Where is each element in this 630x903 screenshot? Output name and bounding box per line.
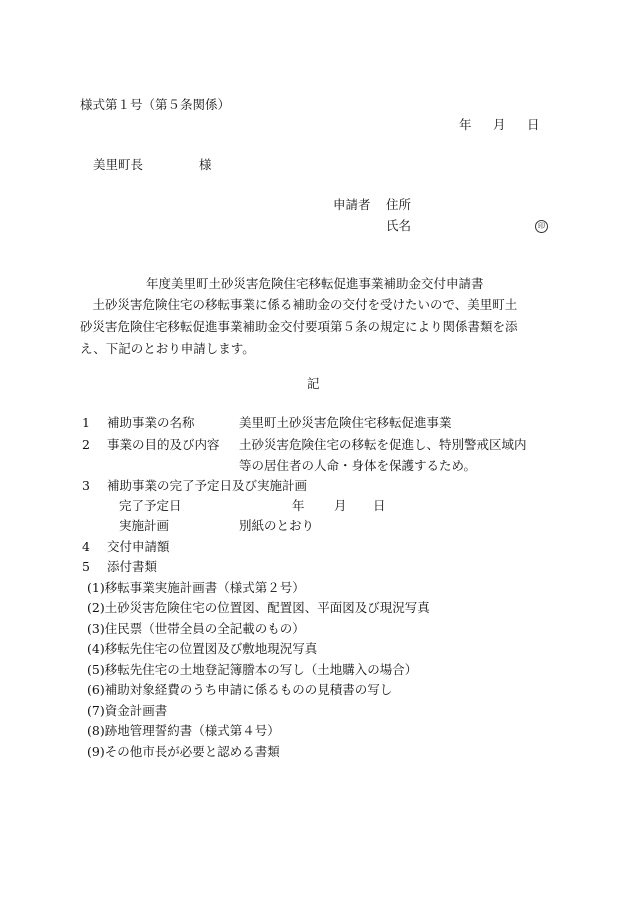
item-number: 2 [82, 437, 90, 452]
item-number: 1 [82, 415, 90, 430]
body-paragraph [80, 294, 552, 360]
item-number: 5 [82, 559, 90, 574]
item-label: 補助事業の完了予定日及び実施計画 [107, 478, 308, 493]
item-label: 交付申請額 [107, 539, 170, 554]
item-value: 美里町土砂災害危険住宅移転促進事業 [239, 415, 452, 430]
attachment-item: (4)移転先住宅の位置図及び敷地現況写真 [87, 641, 318, 656]
body-line: 土砂災害危険住宅の移転事業に係る補助金の交付を受けたいので、美里町土 [80, 297, 518, 312]
completion-day: 日 [373, 498, 386, 513]
date-day: 日 [527, 117, 540, 132]
item-label: 事業の目的及び内容 [107, 437, 220, 452]
date-year: 年 [459, 117, 472, 132]
form-number: 様式第１号（第５条関係） [80, 97, 231, 112]
completion-month: 月 [334, 498, 347, 513]
body-line: 砂災害危険住宅移転促進事業補助金交付要項第５条の規定により関係書類を添 [80, 319, 518, 334]
address-label: 住所 [386, 197, 412, 212]
attachment-item: (2)土砂災害危険住宅の位置図、配置図、平面図及び現況写真 [87, 600, 430, 615]
attachment-item: (9)その他市長が必要と認める書類 [87, 744, 280, 759]
attachment-item: (1)移転事業実施計画書（様式第２号） [87, 580, 305, 595]
item-label: 添付書類 [107, 559, 158, 574]
item-value-continued: 等の居住者の人命・身体を保護するため。 [239, 458, 477, 473]
ki-heading: 記 [307, 376, 320, 391]
attachment-item: (7)資金計画書 [87, 703, 168, 718]
item-number: 3 [82, 478, 90, 493]
attachment-item: (8)跡地管理誓約書（様式第４号） [87, 723, 280, 738]
attachment-item: (6)補助対象経費のうち申請に係るものの見積書の写し [87, 682, 393, 697]
item-label: 補助事業の名称 [107, 415, 195, 430]
name-label: 氏名 [386, 218, 412, 233]
body-line: え、下記のとおり申請します。 [80, 341, 255, 356]
document-title: 年度美里町土砂災害危険住宅移転促進事業補助金交付申請書 [146, 276, 484, 291]
plan-value: 別紙のとおり [239, 518, 315, 533]
addressee-honorific: 様 [199, 157, 212, 172]
date-month: 月 [493, 117, 506, 132]
completion-year: 年 [292, 498, 305, 513]
addressee-name: 美里町長 [93, 157, 144, 172]
item-number: 4 [82, 539, 90, 554]
plan-label: 実施計画 [119, 518, 170, 533]
seal-icon: 印 [535, 220, 548, 233]
applicant-label: 申請者 [333, 197, 371, 212]
completion-label: 完了予定日 [119, 498, 182, 513]
item-value: 土砂災害危険住宅の移転を促進し、特別警戒区域内 [239, 437, 527, 452]
attachment-item: (5)移転先住宅の土地登記簿謄本の写し（土地購入の場合） [87, 662, 418, 677]
attachment-item: (3)住民票（世帯全員の全記載のもの） [87, 621, 305, 636]
